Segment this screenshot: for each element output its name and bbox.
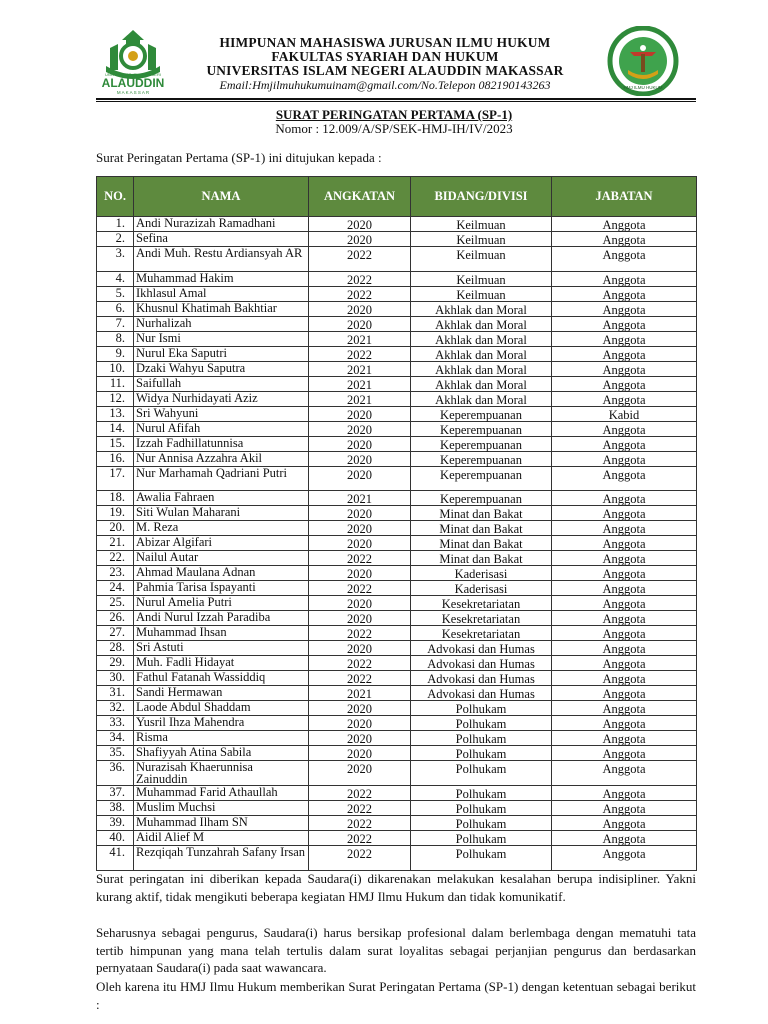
cell-bidang: Akhlak dan Moral bbox=[411, 346, 552, 361]
cell-nama: Shafiyyah Atina Sabila bbox=[134, 746, 309, 761]
table-row bbox=[97, 801, 697, 816]
cell-jabatan: Anggota bbox=[552, 247, 697, 272]
table-row bbox=[97, 831, 697, 846]
table-row bbox=[97, 656, 697, 671]
cell-jabatan: Anggota bbox=[552, 361, 697, 376]
cell-no: 30. bbox=[97, 671, 134, 686]
cell-bidang: Keperempuanan bbox=[411, 421, 552, 436]
cell-no: 39. bbox=[97, 816, 134, 831]
cell-jabatan: Anggota bbox=[552, 232, 697, 247]
cell-angkatan: 2020 bbox=[309, 611, 411, 626]
svg-text:UNIVERSITAS ISLAM NEGERI: UNIVERSITAS ISLAM NEGERI bbox=[105, 72, 161, 77]
cell-angkatan: 2022 bbox=[309, 846, 411, 871]
cell-jabatan: Anggota bbox=[552, 641, 697, 656]
table-row bbox=[97, 786, 697, 801]
org-name: HIMPUNAN MAHASISWA JURUSAN ILMU HUKUM bbox=[219, 35, 551, 50]
table-body bbox=[97, 217, 697, 871]
table-row bbox=[97, 626, 697, 641]
cell-bidang: Minat dan Bakat bbox=[411, 536, 552, 551]
cell-bidang: Kesekretariatan bbox=[411, 596, 552, 611]
table-row bbox=[97, 551, 697, 566]
cell-angkatan: 2022 bbox=[309, 581, 411, 596]
cell-bidang: Polhukam bbox=[411, 786, 552, 801]
cell-bidang: Keperempuanan bbox=[411, 436, 552, 451]
cell-bidang: Keilmuan bbox=[411, 217, 552, 232]
cell-jabatan: Anggota bbox=[552, 551, 697, 566]
cell-nama: Nurul Amelia Putri bbox=[134, 596, 309, 611]
table-row bbox=[97, 436, 697, 451]
cell-no: 15. bbox=[97, 436, 134, 451]
cell-bidang: Polhukam bbox=[411, 701, 552, 716]
cell-nama: Muhammad Farid Athaullah bbox=[134, 786, 309, 801]
cell-jabatan: Anggota bbox=[552, 301, 697, 316]
cell-jabatan: Anggota bbox=[552, 656, 697, 671]
hmj-ilmu-hukum-logo bbox=[600, 26, 686, 96]
cell-angkatan: 2021 bbox=[309, 686, 411, 701]
cell-no: 35. bbox=[97, 746, 134, 761]
table-row bbox=[97, 566, 697, 581]
cell-bidang: Polhukam bbox=[411, 816, 552, 831]
cell-bidang: Polhukam bbox=[411, 731, 552, 746]
cell-jabatan: Anggota bbox=[552, 271, 697, 286]
cell-nama: Widya Nurhidayati Aziz bbox=[134, 391, 309, 406]
cell-jabatan: Anggota bbox=[552, 581, 697, 596]
table-row bbox=[97, 671, 697, 686]
uin-alauddin-logo bbox=[92, 26, 174, 96]
cell-bidang: Kesekretariatan bbox=[411, 611, 552, 626]
cell-nama: Izzah Fadhillatunnisa bbox=[134, 436, 309, 451]
cell-no: 41. bbox=[97, 846, 134, 871]
cell-no: 24. bbox=[97, 581, 134, 596]
svg-text:ALAUDDIN: ALAUDDIN bbox=[101, 76, 165, 90]
cell-nama: Sefina bbox=[134, 232, 309, 247]
cell-nama: Sandi Hermawan bbox=[134, 686, 309, 701]
cell-jabatan: Anggota bbox=[552, 466, 697, 491]
cell-nama: Saifullah bbox=[134, 376, 309, 391]
paragraph-reason: Surat peringatan ini diberikan kepada Saudara(i) dikarenakan melakukan kesalahan berupa indisipliner. Yakni kurang aktif, tidak mengikuti beberapa kegiatan HMJ Ilmu Hukum dan tidak komunikatif. bbox=[96, 871, 696, 904]
cell-angkatan: 2020 bbox=[309, 566, 411, 581]
cell-nama: Sri Wahyuni bbox=[134, 406, 309, 421]
cell-jabatan: Anggota bbox=[552, 746, 697, 761]
col-header-bidang: BIDANG/DIVISI bbox=[411, 177, 552, 217]
cell-nama: Siti Wulan Maharani bbox=[134, 506, 309, 521]
cell-bidang: Advokasi dan Humas bbox=[411, 686, 552, 701]
cell-nama: Rezqiqah Tunzahrah Safany Irsan bbox=[134, 846, 309, 871]
cell-no: 19. bbox=[97, 506, 134, 521]
cell-jabatan: Anggota bbox=[552, 316, 697, 331]
cell-angkatan: 2020 bbox=[309, 406, 411, 421]
cell-jabatan: Anggota bbox=[552, 421, 697, 436]
cell-nama: Muhammad Ihsan bbox=[134, 626, 309, 641]
cell-bidang: Kesekretariatan bbox=[411, 626, 552, 641]
table-row bbox=[97, 301, 697, 316]
cell-nama: Nurul Afifah bbox=[134, 421, 309, 436]
cell-nama: Ahmad Maulana Adnan bbox=[134, 566, 309, 581]
cell-no: 16. bbox=[97, 451, 134, 466]
cell-jabatan: Anggota bbox=[552, 506, 697, 521]
cell-bidang: Polhukam bbox=[411, 716, 552, 731]
cell-jabatan: Anggota bbox=[552, 521, 697, 536]
cell-jabatan: Anggota bbox=[552, 566, 697, 581]
cell-nama: Awalia Fahraen bbox=[134, 491, 309, 506]
cell-angkatan: 2021 bbox=[309, 331, 411, 346]
cell-bidang: Keilmuan bbox=[411, 232, 552, 247]
cell-nama: M. Reza bbox=[134, 521, 309, 536]
table-row bbox=[97, 232, 697, 247]
table-row bbox=[97, 536, 697, 551]
cell-bidang: Keperempuanan bbox=[411, 491, 552, 506]
cell-angkatan: 2022 bbox=[309, 786, 411, 801]
cell-jabatan: Anggota bbox=[552, 701, 697, 716]
cell-jabatan: Anggota bbox=[552, 451, 697, 466]
cell-nama: Muhammad Hakim bbox=[134, 271, 309, 286]
cell-no: 18. bbox=[97, 491, 134, 506]
cell-nama: Aidil Alief M bbox=[134, 831, 309, 846]
letter-title-block bbox=[0, 108, 768, 136]
cell-no: 6. bbox=[97, 301, 134, 316]
cell-no: 5. bbox=[97, 286, 134, 301]
cell-angkatan: 2022 bbox=[309, 271, 411, 286]
header-divider bbox=[96, 98, 696, 100]
cell-nama: Muh. Fadli Hidayat bbox=[134, 656, 309, 671]
table-row bbox=[97, 731, 697, 746]
table-row bbox=[97, 521, 697, 536]
cell-no: 17. bbox=[97, 466, 134, 491]
cell-no: 28. bbox=[97, 641, 134, 656]
cell-bidang: Keperempuanan bbox=[411, 451, 552, 466]
cell-nama: Laode Abdul Shaddam bbox=[134, 701, 309, 716]
cell-nama: Nurhalizah bbox=[134, 316, 309, 331]
cell-angkatan: 2022 bbox=[309, 551, 411, 566]
cell-nama: Nur Ismi bbox=[134, 331, 309, 346]
cell-bidang: Advokasi dan Humas bbox=[411, 641, 552, 656]
cell-angkatan: 2020 bbox=[309, 521, 411, 536]
table-row bbox=[97, 761, 697, 786]
cell-nama: Andi Nurazizah Ramadhani bbox=[134, 217, 309, 232]
cell-angkatan: 2020 bbox=[309, 641, 411, 656]
table-row bbox=[97, 406, 697, 421]
cell-nama: Sri Astuti bbox=[134, 641, 309, 656]
cell-nama: Fathul Fatanah Wassiddiq bbox=[134, 671, 309, 686]
cell-no: 11. bbox=[97, 376, 134, 391]
cell-bidang: Minat dan Bakat bbox=[411, 521, 552, 536]
cell-no: 27. bbox=[97, 626, 134, 641]
cell-no: 40. bbox=[97, 831, 134, 846]
cell-no: 22. bbox=[97, 551, 134, 566]
cell-bidang: Kaderisasi bbox=[411, 581, 552, 596]
cell-nama: Andi Muh. Restu Ardiansyah AR bbox=[134, 247, 309, 272]
letterhead-text bbox=[180, 36, 590, 92]
cell-angkatan: 2020 bbox=[309, 217, 411, 232]
cell-jabatan: Anggota bbox=[552, 217, 697, 232]
letter-title: SURAT PERINGATAN PERTAMA (SP-1) bbox=[275, 107, 513, 122]
cell-no: 34. bbox=[97, 731, 134, 746]
cell-jabatan: Anggota bbox=[552, 831, 697, 846]
cell-nama: Nurul Eka Saputri bbox=[134, 346, 309, 361]
cell-no: 9. bbox=[97, 346, 134, 361]
table-row bbox=[97, 286, 697, 301]
cell-no: 2. bbox=[97, 232, 134, 247]
table-row bbox=[97, 746, 697, 761]
letterhead bbox=[0, 0, 768, 100]
cell-jabatan: Anggota bbox=[552, 536, 697, 551]
cell-bidang: Keilmuan bbox=[411, 286, 552, 301]
table-row bbox=[97, 316, 697, 331]
table-row bbox=[97, 491, 697, 506]
svg-text:M A K A S S A R: M A K A S S A R bbox=[116, 90, 150, 95]
cell-no: 10. bbox=[97, 361, 134, 376]
cell-angkatan: 2021 bbox=[309, 376, 411, 391]
cell-bidang: Polhukam bbox=[411, 846, 552, 871]
table-row bbox=[97, 716, 697, 731]
cell-no: 7. bbox=[97, 316, 134, 331]
table-row bbox=[97, 686, 697, 701]
table-row bbox=[97, 506, 697, 521]
cell-angkatan: 2020 bbox=[309, 731, 411, 746]
cell-bidang: Akhlak dan Moral bbox=[411, 391, 552, 406]
cell-bidang: Advokasi dan Humas bbox=[411, 671, 552, 686]
table-row bbox=[97, 346, 697, 361]
cell-no: 3. bbox=[97, 247, 134, 272]
table-row bbox=[97, 701, 697, 716]
cell-no: 23. bbox=[97, 566, 134, 581]
cell-angkatan: 2022 bbox=[309, 346, 411, 361]
cell-jabatan: Anggota bbox=[552, 716, 697, 731]
cell-no: 20. bbox=[97, 521, 134, 536]
cell-angkatan: 2020 bbox=[309, 451, 411, 466]
cell-no: 8. bbox=[97, 331, 134, 346]
table-row bbox=[97, 611, 697, 626]
cell-bidang: Akhlak dan Moral bbox=[411, 376, 552, 391]
cell-no: 26. bbox=[97, 611, 134, 626]
cell-jabatan: Anggota bbox=[552, 786, 697, 801]
table-row bbox=[97, 641, 697, 656]
recipient-table bbox=[96, 176, 697, 871]
table-row bbox=[97, 361, 697, 376]
cell-nama: Yusril Ihza Mahendra bbox=[134, 716, 309, 731]
cell-nama: Abizar Algifari bbox=[134, 536, 309, 551]
svg-text:HMJ ILMU HUKUM: HMJ ILMU HUKUM bbox=[623, 85, 663, 90]
table-row bbox=[97, 846, 697, 871]
cell-no: 31. bbox=[97, 686, 134, 701]
cell-no: 1. bbox=[97, 217, 134, 232]
cell-jabatan: Anggota bbox=[552, 436, 697, 451]
cell-angkatan: 2020 bbox=[309, 316, 411, 331]
contact-line: Email:Hmjilmuhukumuinam@gmail.com/No.Telepon 082190143263 bbox=[219, 78, 551, 92]
cell-angkatan: 2020 bbox=[309, 232, 411, 247]
table-row bbox=[97, 596, 697, 611]
cell-bidang: Keperempuanan bbox=[411, 466, 552, 491]
cell-no: 38. bbox=[97, 801, 134, 816]
cell-jabatan: Anggota bbox=[552, 846, 697, 871]
col-header-no: NO. bbox=[97, 177, 134, 217]
cell-angkatan: 2020 bbox=[309, 716, 411, 731]
cell-jabatan: Anggota bbox=[552, 491, 697, 506]
cell-angkatan: 2020 bbox=[309, 746, 411, 761]
cell-no: 33. bbox=[97, 716, 134, 731]
table-row bbox=[97, 421, 697, 436]
cell-angkatan: 2022 bbox=[309, 831, 411, 846]
cell-nama: Muslim Muchsi bbox=[134, 801, 309, 816]
table-row bbox=[97, 376, 697, 391]
cell-bidang: Polhukam bbox=[411, 801, 552, 816]
cell-bidang: Keilmuan bbox=[411, 271, 552, 286]
cell-angkatan: 2020 bbox=[309, 436, 411, 451]
cell-angkatan: 2020 bbox=[309, 536, 411, 551]
cell-no: 4. bbox=[97, 271, 134, 286]
cell-bidang: Akhlak dan Moral bbox=[411, 316, 552, 331]
cell-jabatan: Anggota bbox=[552, 801, 697, 816]
cell-jabatan: Anggota bbox=[552, 286, 697, 301]
cell-jabatan: Anggota bbox=[552, 611, 697, 626]
cell-angkatan: 2022 bbox=[309, 247, 411, 272]
col-header-angkatan: ANGKATAN bbox=[309, 177, 411, 217]
cell-no: 21. bbox=[97, 536, 134, 551]
cell-angkatan: 2020 bbox=[309, 506, 411, 521]
cell-angkatan: 2022 bbox=[309, 656, 411, 671]
cell-nama: Pahmia Tarisa Ispayanti bbox=[134, 581, 309, 596]
cell-no: 37. bbox=[97, 786, 134, 801]
table-row bbox=[97, 581, 697, 596]
cell-jabatan: Anggota bbox=[552, 626, 697, 641]
cell-angkatan: 2020 bbox=[309, 301, 411, 316]
cell-bidang: Akhlak dan Moral bbox=[411, 301, 552, 316]
cell-angkatan: 2020 bbox=[309, 466, 411, 491]
table-row bbox=[97, 466, 697, 491]
table-row bbox=[97, 451, 697, 466]
cell-bidang: Advokasi dan Humas bbox=[411, 656, 552, 671]
cell-jabatan: Anggota bbox=[552, 331, 697, 346]
table-header-row bbox=[97, 177, 697, 217]
cell-bidang: Polhukam bbox=[411, 761, 552, 786]
cell-jabatan: Anggota bbox=[552, 346, 697, 361]
cell-no: 29. bbox=[97, 656, 134, 671]
cell-nama: Ikhlasul Amal bbox=[134, 286, 309, 301]
cell-jabatan: Anggota bbox=[552, 596, 697, 611]
cell-angkatan: 2022 bbox=[309, 626, 411, 641]
cell-angkatan: 2021 bbox=[309, 491, 411, 506]
cell-nama: Nur Annisa Azzahra Akil bbox=[134, 451, 309, 466]
cell-jabatan: Anggota bbox=[552, 731, 697, 746]
cell-bidang: Polhukam bbox=[411, 746, 552, 761]
table-row bbox=[97, 391, 697, 406]
cell-angkatan: 2020 bbox=[309, 701, 411, 716]
table-row bbox=[97, 816, 697, 831]
table-row bbox=[97, 331, 697, 346]
paragraph-obligation: Seharusnya sebagai pengurus, Saudara(i) harus bersikap profesional dalam berlembaga dengan mematuhi tata tertib himpunan yang mana telah tertulis dalam surat loyalitas sebagai perjanjian pengurus dan berdasarkan pernyataan Saudara(i) pada saat wawancara. bbox=[96, 925, 696, 975]
table-row bbox=[97, 217, 697, 232]
paragraph-decision: Oleh karena itu HMJ Ilmu Hukum memberikan Surat Peringatan Pertama (SP-1) dengan ketentuan sebagai berikut : bbox=[96, 979, 696, 1012]
cell-bidang: Minat dan Bakat bbox=[411, 506, 552, 521]
cell-jabatan: Anggota bbox=[552, 686, 697, 701]
cell-bidang: Akhlak dan Moral bbox=[411, 361, 552, 376]
cell-jabatan: Anggota bbox=[552, 391, 697, 406]
table-row bbox=[97, 271, 697, 286]
intro-text: Surat Peringatan Pertama (SP-1) ini ditujukan kepada : bbox=[96, 150, 382, 165]
cell-nama: Muhammad Ilham SN bbox=[134, 816, 309, 831]
col-header-jabatan: JABATAN bbox=[552, 177, 697, 217]
cell-bidang: Keperempuanan bbox=[411, 406, 552, 421]
faculty-name: FAKULTAS SYARIAH DAN HUKUM bbox=[271, 49, 499, 64]
cell-no: 13. bbox=[97, 406, 134, 421]
cell-angkatan: 2020 bbox=[309, 761, 411, 786]
cell-bidang: Minat dan Bakat bbox=[411, 551, 552, 566]
cell-angkatan: 2022 bbox=[309, 286, 411, 301]
letter-number: Nomor : 12.009/A/SP/SEK-HMJ-IH/IV/2023 bbox=[275, 121, 513, 136]
cell-jabatan: Kabid bbox=[552, 406, 697, 421]
cell-no: 36. bbox=[97, 761, 134, 786]
cell-jabatan: Anggota bbox=[552, 816, 697, 831]
cell-no: 12. bbox=[97, 391, 134, 406]
cell-nama: Andi Nurul Izzah Paradiba bbox=[134, 611, 309, 626]
cell-bidang: Polhukam bbox=[411, 831, 552, 846]
cell-bidang: Kaderisasi bbox=[411, 566, 552, 581]
cell-angkatan: 2022 bbox=[309, 671, 411, 686]
cell-no: 25. bbox=[97, 596, 134, 611]
table-row bbox=[97, 247, 697, 272]
cell-no: 32. bbox=[97, 701, 134, 716]
cell-nama: Khusnul Khatimah Bakhtiar bbox=[134, 301, 309, 316]
cell-bidang: Akhlak dan Moral bbox=[411, 331, 552, 346]
cell-bidang: Keilmuan bbox=[411, 247, 552, 272]
cell-angkatan: 2020 bbox=[309, 596, 411, 611]
cell-angkatan: 2021 bbox=[309, 391, 411, 406]
university-name: UNIVERSITAS ISLAM NEGERI ALAUDDIN MAKASSAR bbox=[206, 63, 564, 78]
cell-nama: Dzaki Wahyu Saputra bbox=[134, 361, 309, 376]
cell-angkatan: 2020 bbox=[309, 421, 411, 436]
cell-jabatan: Anggota bbox=[552, 761, 697, 786]
cell-angkatan: 2022 bbox=[309, 816, 411, 831]
header-divider-thin bbox=[96, 101, 696, 102]
cell-jabatan: Anggota bbox=[552, 376, 697, 391]
cell-nama: Risma bbox=[134, 731, 309, 746]
cell-angkatan: 2021 bbox=[309, 361, 411, 376]
col-header-nama: NAMA bbox=[134, 177, 309, 217]
cell-nama: Nailul Autar bbox=[134, 551, 309, 566]
cell-nama: Nurazisah Khaerunnisa Zainuddin bbox=[134, 761, 309, 786]
cell-no: 14. bbox=[97, 421, 134, 436]
cell-jabatan: Anggota bbox=[552, 671, 697, 686]
cell-angkatan: 2022 bbox=[309, 801, 411, 816]
cell-nama: Nur Marhamah Qadriani Putri bbox=[134, 466, 309, 491]
